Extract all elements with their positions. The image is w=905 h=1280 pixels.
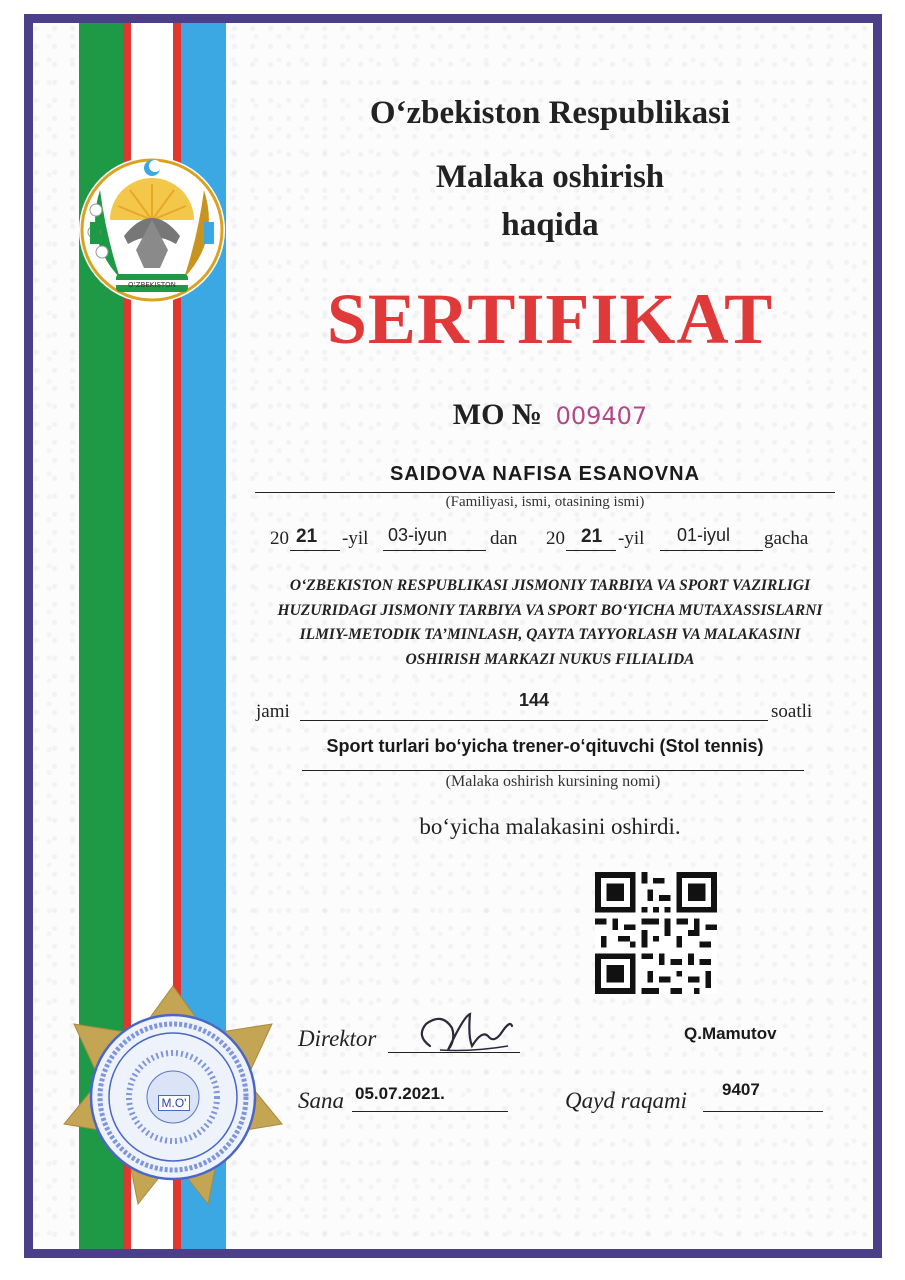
hours-underline [300,720,768,721]
seal-center-text: M.O' [158,1095,190,1111]
soatli-label: soatli [771,701,813,722]
svg-text:O‘ZBEKISTON: O‘ZBEKISTON [128,281,176,289]
serial-number-row [300,398,800,432]
start-date: 03-iyun [388,525,448,545]
institution-line: HUZURIDAGI JISMONIY TARBIYA VA SPORT BO‘YICHA MUTAXASSISLARNI [277,601,823,619]
course-underline [302,770,804,771]
course-caption: (Malaka oshirish kursining nomi) [445,773,661,790]
institution-line: OSHIRISH MARKAZI NUKUS FILIALIDA [405,650,695,668]
subtitle-line-2: haqida [501,207,599,243]
date-value: 05.07.2021. [355,1084,445,1103]
registration-number: 9407 [722,1080,760,1099]
name-caption: (Familiyasi, ismi, otasining ismi) [445,494,645,510]
end-year-underline [566,550,616,551]
serial-number: 009407 [555,402,648,430]
start-date-underline [383,550,486,551]
gacha-label: gacha [764,528,809,549]
period-century-2: 20 [546,528,565,549]
end-date: 01-iyul [677,525,731,545]
institution-line: ILMIY-METODIK TA’MINLASH, QAYTA TAYYORLASH VA MALAKASINI [299,626,801,643]
director-label: Direktor [298,1026,377,1051]
registration-underline [703,1111,823,1112]
yil-label-2: -yil [618,528,645,549]
country-heading: O‘zbekiston Respublikasi [369,95,731,131]
date-underline [352,1111,508,1112]
serial-prefix: MO № [452,398,543,431]
institution-text [245,574,855,672]
start-year-underline [290,550,340,551]
institution-line: O‘ZBEKISTON RESPUBLIKASI JISMONIY TARBIYA VA SPORT VAZIRLIGI [289,577,811,594]
jami-label: jami [256,701,290,722]
dan-label: dan [490,528,518,549]
official-seal [62,984,284,1210]
name-underline [255,492,835,493]
course-name: Sport turlari bo‘yicha trener-o‘qituvchi (Stol tennis) [326,736,764,756]
hours-value: 144 [518,690,550,710]
certificate-title: SERTIFIKAT [326,279,774,359]
date-label: Sana [298,1088,344,1113]
end-date-underline [660,550,763,551]
director-signature [412,1006,522,1058]
recipient-name: SAIDOVA NAFISA ESANOVNA [389,463,701,485]
state-emblem-icon [76,150,228,306]
end-year: 21 [581,526,603,547]
start-year: 21 [296,526,318,547]
yil-label-1: -yil [342,528,369,549]
period-century-1: 20 [270,528,289,549]
qr-code [595,872,717,994]
closing-text: bo‘yicha malakasini oshirdi. [419,814,681,839]
registration-label: Qayd raqami [565,1088,688,1113]
director-name: Q.Mamutov [684,1024,777,1043]
subtitle-line-1: Malaka oshirish [435,159,665,195]
